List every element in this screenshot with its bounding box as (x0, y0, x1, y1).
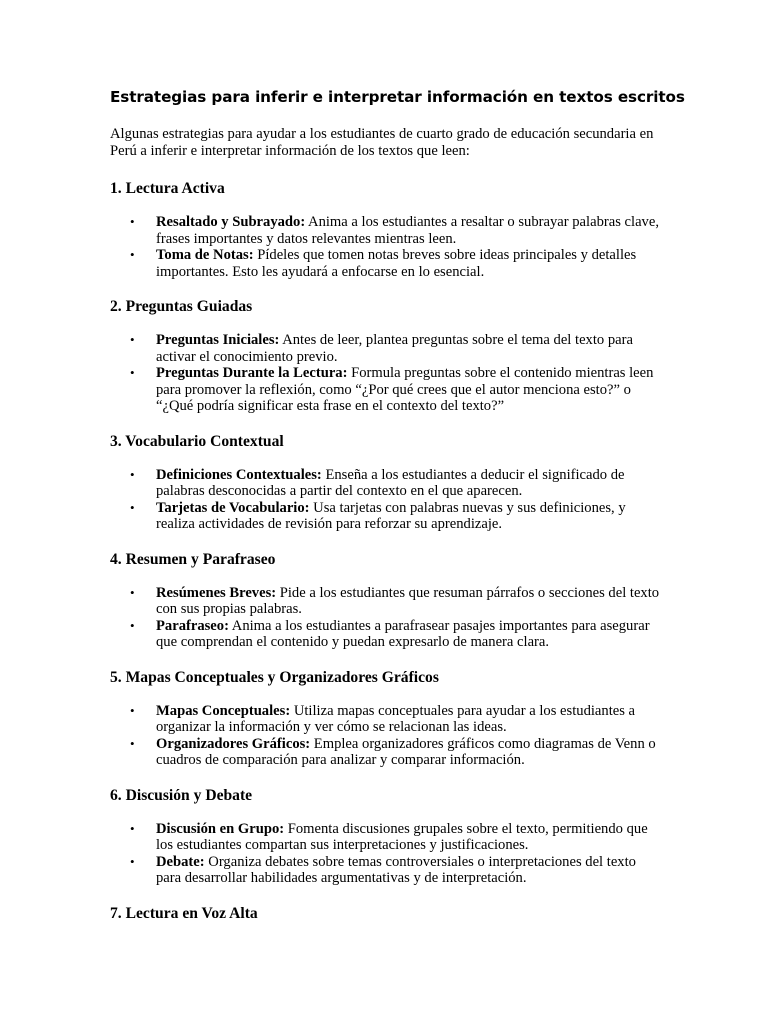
sections-container (110, 179, 660, 924)
list-item (110, 332, 660, 365)
bullet-list (110, 467, 660, 533)
bullet-list (110, 214, 660, 280)
item-term: Toma de Notas: (156, 247, 254, 263)
section (110, 550, 660, 651)
item-text: Organiza debates sobre temas controversiales o interpretaciones del texto para desarrollar habilidades argumentativas y de interpretación. (156, 853, 636, 886)
item-text: Antes de leer, plantea preguntas sobre el tema del texto para activar el conocimiento previo. (156, 332, 633, 365)
list-item (110, 618, 660, 651)
section-heading: 4. Resumen y Parafraseo (110, 550, 276, 568)
item-term: Tarjetas de Vocabulario: (156, 499, 310, 516)
item-term: Parafraseo: (156, 617, 229, 634)
section (110, 179, 660, 280)
item-term: Debate: (156, 853, 205, 870)
item-term: Resaltado y Subrayado: (156, 214, 306, 230)
bullet-icon: • (130, 617, 135, 633)
bullet-icon: • (130, 702, 135, 718)
document-title: Estrategias para inferir e interpretar información en textos escritos (110, 88, 685, 106)
item-text: Fomenta discusiones grupales sobre el texto, permitiendo que los estudiantes compartan sus interpretaciones y justificaciones. (156, 820, 648, 853)
section-heading: 5. Mapas Conceptuales y Organizadores Gráficos (110, 668, 439, 686)
intro-paragraph: Algunas estrategias para ayudar a los estudiantes de cuarto grado de educación secundaria en Perú a inferir e interpretar información de los textos que leen: (110, 126, 654, 159)
section (110, 668, 660, 769)
bullet-icon: • (130, 365, 135, 380)
list-item (110, 585, 660, 618)
list-item (110, 467, 660, 500)
item-text: Usa tarjetas con palabras nuevas y sus definiciones, y realiza actividades de revisión para reforzar su aprendizaje. (156, 499, 626, 532)
bullet-icon: • (130, 247, 135, 262)
bullet-icon: • (130, 584, 135, 600)
list-item (110, 821, 660, 854)
section-heading: 6. Discusión y Debate (110, 786, 253, 804)
section-heading: 1. Lectura Activa (110, 180, 225, 197)
bullet-list (110, 585, 660, 651)
item-term: Preguntas Durante la Lectura: (156, 365, 348, 381)
item-text: Formula preguntas sobre el contenido mientras leen para promover la reflexión, como “¿Por qué crees que el autor menciona esto?” o “¿Qué podría significar esta frase en el contexto del texto?” (156, 365, 654, 414)
item-term: Discusión en Grupo: (156, 820, 285, 837)
section-heading: 7. Lectura en Voz Alta (110, 904, 258, 922)
bullet-list (110, 821, 660, 887)
list-item (110, 500, 660, 533)
item-text: Pide a los estudiantes que resuman párrafos o secciones del texto con sus propias palabras. (156, 584, 660, 617)
document-page (110, 86, 685, 939)
section-heading: 2. Preguntas Guiadas (110, 298, 253, 315)
bullet-icon: • (130, 214, 135, 229)
section (110, 432, 660, 533)
item-text: Emplea organizadores gráficos como diagramas de Venn o cuadros de comparación para analizar y comparar información. (156, 735, 656, 768)
bullet-icon: • (130, 853, 135, 869)
item-text: Anima a los estudiantes a resaltar o subrayar palabras clave, frases importantes y datos relevantes mientras leen. (156, 214, 659, 247)
item-term: Definiciones Contextuales: (156, 466, 322, 483)
bullet-list (110, 332, 660, 415)
bullet-icon: • (130, 332, 135, 347)
bullet-icon: • (130, 735, 135, 751)
list-item (110, 736, 660, 769)
item-text: Anima a los estudiantes a parafrasear pasajes importantes para asegurar que comprendan el contenido y puedan expresarlo de manera clara. (156, 617, 650, 650)
section (110, 297, 660, 415)
bullet-icon: • (130, 466, 135, 482)
item-term: Preguntas Iniciales: (156, 332, 280, 348)
bullet-icon: • (130, 499, 135, 515)
list-item (110, 247, 660, 280)
item-text: Enseña a los estudiantes a deducir el significado de palabras desconocidas a partir del contexto en el que aparecen. (156, 466, 625, 499)
list-item (110, 365, 660, 415)
list-item (110, 214, 660, 247)
item-text: Utiliza mapas conceptuales para ayudar a los estudiantes a organizar la información y ver cómo se relacionan las ideas. (156, 702, 636, 735)
list-item (110, 854, 660, 887)
list-item (110, 703, 660, 736)
item-term: Resúmenes Breves: (156, 584, 277, 601)
item-text: Pídeles que tomen notas breves sobre ideas principales y detalles importantes. Esto les ayudará a enfocarse en lo esencial. (156, 247, 637, 280)
section (110, 904, 660, 924)
section (110, 786, 660, 887)
bullet-list (110, 703, 660, 769)
item-term: Organizadores Gráficos: (156, 735, 311, 752)
item-term: Mapas Conceptuales: (156, 702, 291, 719)
section-heading: 3. Vocabulario Contextual (110, 432, 284, 450)
bullet-icon: • (130, 820, 135, 836)
